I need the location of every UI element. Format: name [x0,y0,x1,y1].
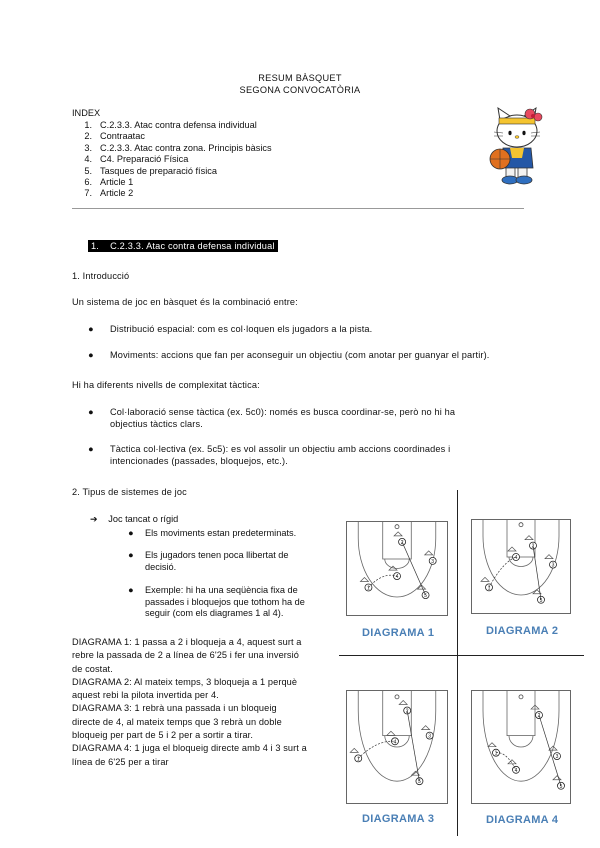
index-item-label: Article 2 [100,188,134,199]
index-item-number: 3. [84,142,92,153]
index-item [72,131,272,142]
player-number: 1 [356,756,360,763]
player-number: 3 [431,558,435,565]
index-item [72,143,272,154]
diagram-label-3: DIAGRAMA 3 [362,813,435,825]
index-item-label: C.2.3.3. Atac contra zona. Principis bàsics [100,142,272,153]
index-item [72,166,272,177]
list-item [88,324,548,336]
index-item [72,154,272,165]
sub-list-item-text: Els jugadors tenen poca llibertat de [145,550,289,560]
index-item-number: 5. [84,165,92,176]
diagram-label-4: DIAGRAMA 4 [486,814,559,826]
player-number: 5 [559,783,563,790]
index-item-label: Contraatac [100,131,145,142]
player-number: 3 [428,733,432,740]
mascot-image [486,104,548,186]
diagram-text-line: bloqueig per part de 5 i 2 per a sortir a tirar. [72,730,253,741]
player-number: 5 [418,779,421,786]
player-number: 3 [551,562,555,569]
intro-paragraph: Un sistema de joc en bàsquet és la combinació entre: [72,297,298,307]
index-item-label: Tasques de preparació física [100,165,217,176]
diagram-court-2 [471,519,571,614]
grid-divider-vertical [457,490,458,836]
diagram-description [72,636,332,769]
bullet-icon: ● [88,350,94,360]
player-number: 4 [395,574,399,581]
player-number: 5 [424,593,427,600]
list-item-text: intencionades (passades, bloquejos, etc.). [110,456,288,466]
diagram-court-3 [346,690,448,804]
sub-list-item-text: passades i bloquejos que tothom ha de [145,596,305,607]
sub-list-item-text: Els moviments estan predeterminats. [145,528,297,538]
arrow-list-item [90,514,178,525]
index-item [72,188,272,199]
player-number: 1 [487,585,491,592]
player-number: 2 [400,539,404,546]
bullet-icon: ● [128,528,134,538]
index-heading: INDEX [72,108,101,118]
bullet-icon: ● [88,324,94,334]
diagram-text-line: línea de 6'25 per a tirar [72,756,169,767]
diagram-court-4 [471,690,571,804]
sub-list-item-text: seguir (com els diagrames 1 al 4). [145,608,284,618]
diagram-text-line: rebre la passada de 2 a línea de 6'25 i fer una inversió [72,650,299,661]
section1-heading: 1. C.2.3.3. Atac contra defensa individual [88,240,278,252]
index-item-number: 4. [84,154,92,165]
index-item-label: Article 1 [100,176,134,187]
player-number: 4 [514,555,518,561]
diagram-label-1: DIAGRAMA 1 [362,627,435,639]
player-number: 2 [531,543,535,550]
doc-title-line1: RESUM BÀSQUET [258,73,342,83]
player-number: 1 [367,585,370,592]
index-item-number: 7. [84,188,92,199]
bullet-icon: ● [128,585,134,595]
diagram-text-line: DIAGRAMA 2: Al mateix temps, 3 bloqueja a 1 perquè [72,676,298,687]
diagram-court-1 [346,521,448,616]
index-item [72,120,272,131]
arrow-right-icon: ➔ [90,514,98,524]
bullet-icon: ● [88,444,94,454]
arrow-item-text: Joc tancat o rígid [108,514,179,524]
index-item-label: C.2.3.3. Atac contra defensa individual [100,120,257,130]
bullet-icon: ● [128,550,134,560]
index-divider [72,208,524,209]
doc-title-line2: SEGONA CONVOCATÒRIA [239,85,361,95]
sub-list-item-text: Exemple: hi ha una seqüència fixa de [145,585,298,595]
list-item [88,350,548,362]
list-item-text: Col·laboració sense tàctica (ex. 5c0): només es busca coordinar-se, però no hi ha [110,407,456,417]
list-item [88,407,548,431]
diagram-text-line: DIAGRAMA 1: 1 passa a 2 i bloqueja a 4, aquest surt a [72,637,302,647]
list-item-text: Distribució espacial: com es col·loquen els jugadors a la pista. [110,324,373,334]
grid-divider-horizontal [339,655,584,656]
list-item-text: Tàctica col·lectiva (ex. 5c5): es vol assolir un objectiu amb accions coordinades i [110,444,451,454]
sub-list-item-text: decisió. [145,561,177,572]
diagram-label-2: DIAGRAMA 2 [486,625,559,637]
list-item [88,444,548,468]
levels-paragraph: Hi ha diferents nivells de complexitat tàctica: [72,380,260,390]
diagram-text-line: aquest rebi la pilota invertida per 4. [72,690,219,701]
player-number: 5 [539,597,543,604]
index-item-number: 6. [84,176,92,187]
index-item-label: C4. Preparació Física [100,154,189,165]
diagram-text-line: directe de 4, al mateix temps que 3 rebrà un doble [72,716,282,727]
player-number: 4 [514,767,518,774]
player-number: 1 [494,750,498,757]
list-item-text: objectius tàctics clars. [110,419,203,429]
player-number: 3 [555,754,559,761]
diagram-text-line: de costat. [72,663,113,674]
intro-subheading: 1. Introducció [72,271,130,281]
player-number: 2 [405,708,409,715]
list-item-text: Moviments: accions que fan per aconseguir un objectiu (com anotar per guanyar el partir). [110,350,490,360]
bullet-icon: ● [88,407,94,417]
index-item [72,177,272,188]
player-number: 2 [537,713,541,720]
index-item-number: 1. [84,120,92,130]
player-number: 4 [393,739,397,746]
diagram-text-line: DIAGRAMA 4: 1 juga el bloqueig directe amb 4 i 3 surt a [72,743,307,754]
index-list [72,120,272,200]
diagram-text-line: DIAGRAMA 3: 1 rebrà una passada i un bloqueig [72,703,277,714]
systems-subheading: 2. Tipus de sistemes de joc [72,487,187,497]
index-item-number: 2. [84,131,92,142]
